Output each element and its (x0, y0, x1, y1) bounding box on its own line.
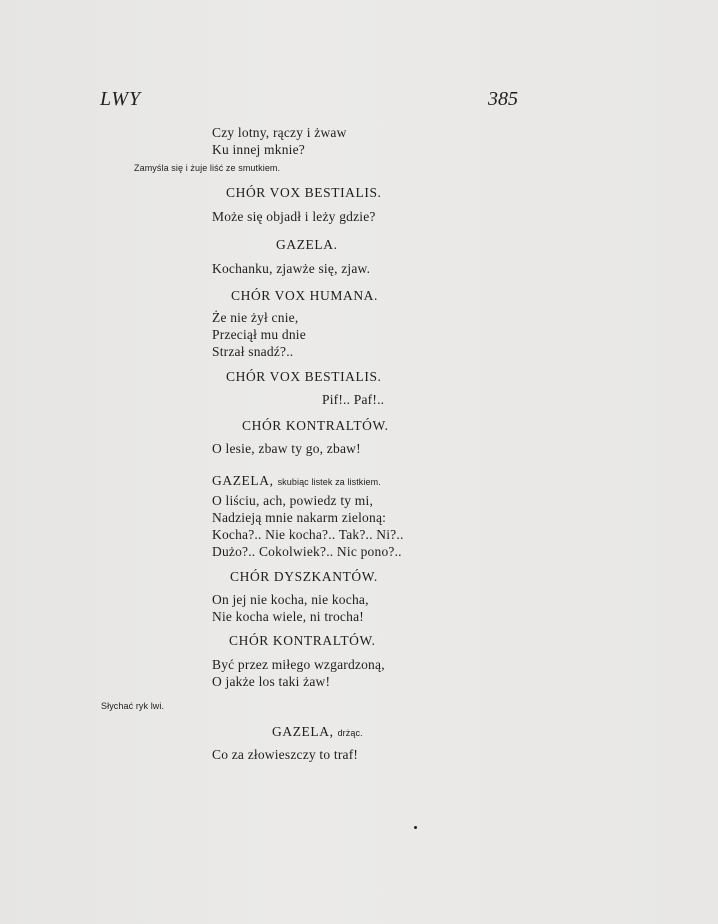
ink-speck (414, 826, 417, 829)
speaker-heading: CHÓR KONTRALTÓW. (229, 633, 376, 648)
verse-line: O liściu, ach, powiedz ty mi, (212, 493, 374, 508)
speaker-heading: CHÓR VOX HUMANA. (231, 288, 378, 303)
verse-line: Ku innej mknie? (212, 142, 305, 157)
verse-line: Strzał snadź?.. (212, 344, 294, 359)
verse-block (212, 260, 370, 277)
verse-block (212, 591, 369, 625)
verse-line: Kocha?.. Nie kocha?.. Tak?.. Ni?.. (212, 527, 404, 542)
page-number: 385 (488, 88, 518, 110)
verse-line: Nadzieją mnie nakarm zieloną: (212, 510, 387, 525)
speaker-heading: CHÓR VOX BESTIALIS. (226, 185, 382, 200)
verse-block (322, 391, 384, 408)
verse-line: Czy lotny, rączy i żwaw (212, 125, 347, 140)
stage-direction: Zamyśla się i żuje liść ze smutkiem. (134, 163, 281, 173)
verse-block (212, 208, 376, 225)
verse-block (212, 124, 347, 158)
verse-line: Pif!.. Paf!.. (322, 392, 385, 407)
speaker-heading: CHÓR KONTRALTÓW. (242, 418, 389, 433)
verse-line: Nie kocha wiele, ni trocha! (212, 609, 364, 624)
speaker-heading: CHÓR DYSZKANTÓW. (230, 569, 378, 584)
verse-block (212, 309, 306, 360)
verse-line: O jakże los taki żaw! (212, 674, 331, 689)
stage-direction: drżąc. (337, 728, 363, 738)
verse-block (212, 746, 358, 763)
verse-block (212, 492, 404, 560)
verse-line: Kochanku, zjawże się, zjaw. (212, 261, 371, 276)
speaker-heading: GAZELA. (276, 237, 338, 252)
stage-direction: skubiąc listek za listkiem. (277, 477, 381, 487)
verse-line: O lesie, zbaw ty go, zbaw! (212, 441, 361, 456)
verse-line: Może się objadł i leży gdzie? (212, 209, 376, 224)
verse-line: Dużo?.. Cokolwiek?.. Nic pono?.. (212, 544, 402, 559)
verse-line: On jej nie kocha, nie kocha, (212, 592, 369, 607)
verse-line: Co za złowieszczy to traf! (212, 747, 359, 762)
speaker-heading: GAZELA, (212, 473, 274, 488)
speaker-heading: CHÓR VOX BESTIALIS. (226, 369, 382, 384)
verse-line: Że nie żył cnie, (212, 310, 299, 325)
verse-line: Być przez miłego wzgardzoną, (212, 657, 385, 672)
speaker-heading: GAZELA, (272, 724, 334, 739)
verse-block (212, 656, 385, 690)
stage-direction: Słychać ryk lwi. (101, 701, 165, 711)
verse-block (212, 440, 361, 457)
speaker-with-direction (272, 723, 363, 741)
verse-line: Przeciął mu dnie (212, 327, 306, 342)
running-head: LWY (100, 88, 142, 110)
speaker-with-direction (212, 472, 381, 490)
